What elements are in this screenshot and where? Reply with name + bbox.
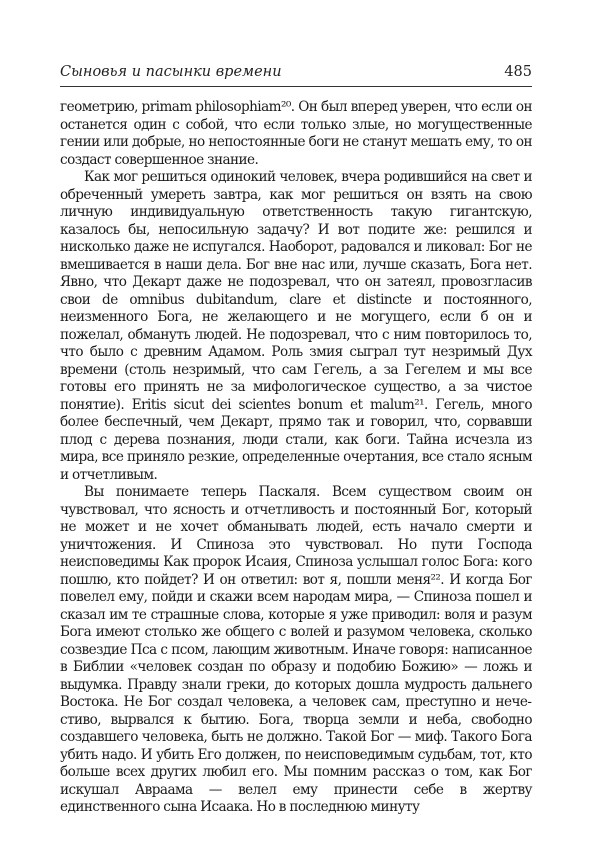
running-title: Сыновья и пасынки времени (60, 64, 282, 80)
page-header (60, 64, 532, 84)
page-number: 485 (504, 64, 532, 80)
header-rule (60, 86, 532, 87)
book-page (60, 64, 532, 817)
paragraph: Как мог решиться одинокий человек, вчера родившийся на свет и обреченный умереть завтра, как мог решиться он взять на свою личную индивидуальную ответственность такую гигантскую, казалось бы, непосильную задачу? И вот подите же: решился и нисколько даже не испугался. Наоборот, радовался и ликовал: Бог не вмешивается в наши дела. Бог вне нас или, лучше сказать, Бога нет. Явно, что Декарт даже не подозревал, что он затеял, провозгласив свои de omnibus dubitandum, clare et distincte и постоянного, неизменного Бога, не желающего и не могущего, если б он и пожелал, обмануть людей. Не подозревал, что с ним повторилось то, что было с древним Адамом. Роль змия сыграл тут незримый Дух времени (столь незримый, что сам Гегель, а за Гегелем и мы все готовы его принять не за мифологическое существо, а за чистое понятие). Eritis sicut dei scientes bonum et malum²¹. Гегель, много более беспечный, чем Декарт, прямо так и говорил, что, сорвавши плод с дерева познания, люди стали, как боги. Тайна исчезла из мира, все приняло резкие, определенные очертания, все стало ясным и отчетливым. (60, 169, 532, 483)
paragraph-continued: геометрию, primam philosophiam²⁰. Он был вперед уверен, что если он останется один с собой, что если только злые, но могущественные гении или добрые, но непостоянные боги не станут мешать ему, то он создаст совершенное знание. (60, 99, 532, 168)
paragraph: Вы понимаете теперь Паскаля. Всем существом своим он чувствовал, что ясность и отчетливость и постоянный Бог, который не может и не хочет обманывать людей, есть начало смерти и уничтожения. И Спиноза это чувствовал. Но пути Господа неисповедимы Как пророк Исаия, Спиноза услышал голос Бога: кого пошлю, кто пойдет? И он ответил: вот я, пошли меня²². И когда Бог повелел ему, пойди и скажи всем народам мира, — Спиноза пошел и сказал им те страшные слова, которые я уже приводил: воля и разум Бога имеют столько же общего с волей и разумом человека, сколько созвездие Пса с псом, лающим животным. Иначе говоря: написанное в Библии «человек создан по образу и подобию Божию» — ложь и выдумка. Правду знали греки, до которых дошла мудрость дальнего Востока. Не Бог создал человека, а человек сам, преступно и нечестиво, вырвался к бытию. Бога, творца земли и неба, свободно создавшего человека, быть не должно. Такой Бог — миф. Такого Бога убить надо. И убить Его должен, по неисповедимым судьбам, тот, кто больше всех других любил его. Мы помним рассказ о том, как Бог искушал Авраама — велел ему принести себе в жертву единственного сына Исаака. Но в последнюю минуту (60, 484, 532, 815)
page-body (60, 99, 532, 817)
